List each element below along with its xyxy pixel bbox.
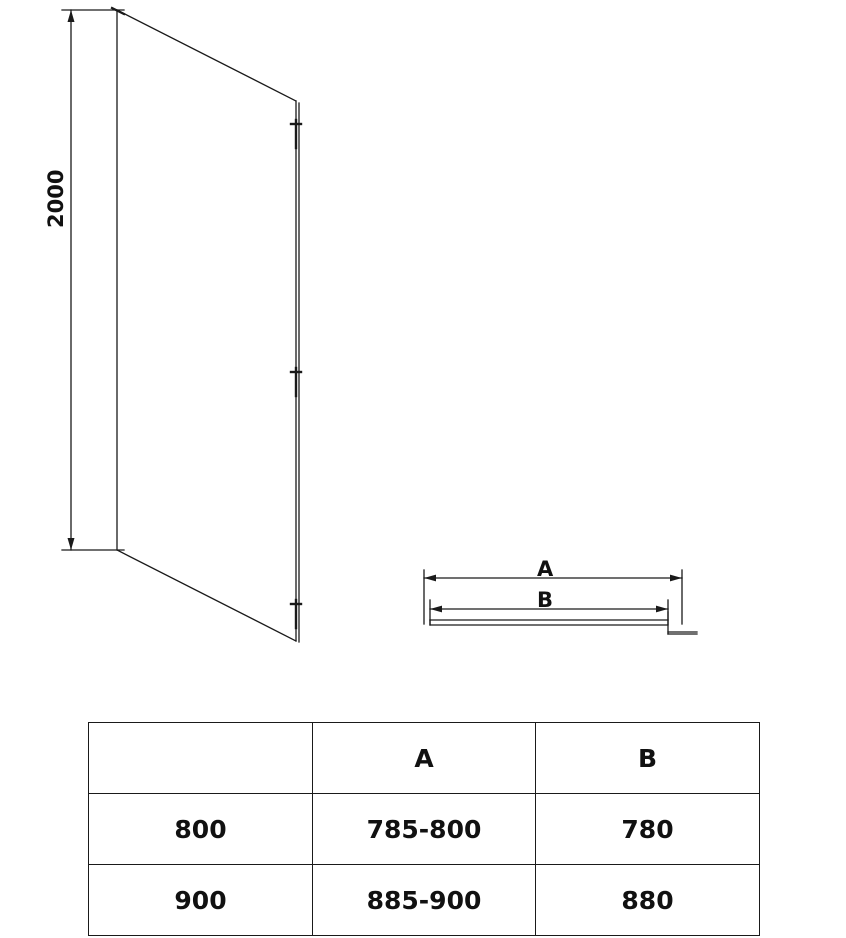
table-header-row (89, 723, 760, 794)
table-cell-b: 780 (536, 794, 760, 865)
table-header-size (89, 723, 313, 794)
glass-panel-outline (117, 10, 296, 641)
size-specification-table (88, 722, 760, 936)
table-row (89, 794, 760, 865)
table-row (89, 865, 760, 936)
plan-view-panel (430, 612, 697, 634)
table-cell-a: 885-900 (313, 865, 536, 936)
table-header-b: B (536, 723, 760, 794)
top-corner-fixing-mark (112, 8, 124, 14)
table-header-a: A (313, 723, 536, 794)
height-dimension (62, 10, 124, 550)
height-dimension-label: 2000 (44, 169, 68, 228)
table-cell-size: 800 (89, 794, 313, 865)
dimension-b-label: B (537, 588, 554, 612)
table-cell-a: 785-800 (313, 794, 536, 865)
table-cell-b: 880 (536, 865, 760, 936)
dimension-a-label: A (537, 557, 554, 581)
table-cell-size: 900 (89, 865, 313, 936)
